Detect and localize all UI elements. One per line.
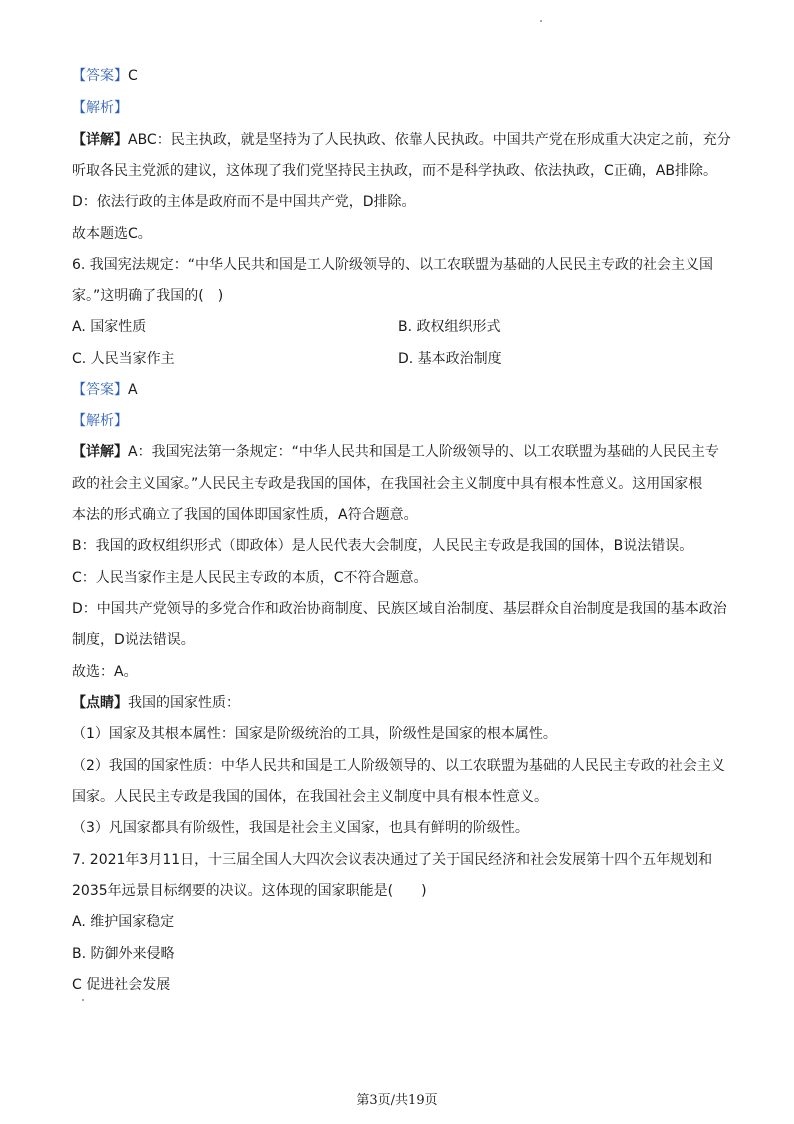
q6-analysis-label: 【解析】: [72, 413, 128, 429]
q5-analysis-label: 【解析】: [72, 100, 128, 116]
q7-stem-line-2: 2035年远景目标纲要的决议。这体现的国家职能是( ): [72, 883, 427, 899]
q6-detail-line-3: 本法的形式确立了我国的国体即国家性质，A符合题意。: [72, 507, 418, 523]
scan-speck: [82, 999, 84, 1001]
q6-option-a: A. 国家性质: [72, 319, 147, 335]
q6-tip-heading: [72, 693, 732, 713]
q6-detail-label: 【详解】: [72, 444, 128, 460]
q6-conclusion: 故选：A。: [72, 664, 138, 680]
q5-detail-line-3: D：依法行政的主体是政府而不是中国共产党，D排除。: [72, 194, 416, 210]
q7-option-b: B. 防御外来侵略: [72, 946, 175, 962]
q6-tip-title: 我国的国家性质：: [128, 695, 240, 711]
q6-detail-line-1: [72, 442, 732, 462]
q6-detail-line-6: D：中国共产党领导的多党合作和政治协商制度、民族区域自治制度、基层群众自治制度是我国的基本政治: [72, 601, 727, 617]
q5-conclusion: 故本题选C。: [72, 226, 152, 242]
q6-tip-line-2: （2）我国的国家性质：中华人民共和国是工人阶级领导的、以工农联盟为基础的人民民主专政的社会主义: [72, 758, 725, 774]
q6-answer-value: A: [128, 382, 138, 398]
q5-detail-line-2: 听取各民主党派的建议，这体现了我们党坚持民主执政，而不是科学执政、依法执政，C正确，AB排除。: [72, 163, 717, 179]
q6-tip-label: 【点睛】: [72, 695, 128, 711]
q5-detail-text-1: ABC：民主执政，就是坚持为了人民执政、依靠人民执政。中国共产党在形成重大决定之前，充分: [128, 132, 731, 148]
q7-option-c: C 促进社会发展: [72, 977, 171, 993]
q6-detail-line-5: C：人民当家作主是人民民主专政的本质，C不符合题意。: [72, 570, 428, 586]
q6-stem-line-2: 家。”这明确了我国的( ): [72, 288, 224, 304]
q6-detail-line-4: B：我国的政权组织形式（即政体）是人民代表大会制度，人民民主专政是我国的国体，B说法错误。: [72, 538, 694, 554]
q5-answer-line: [72, 66, 732, 86]
q6-analysis-line: [72, 411, 732, 431]
q7-stem-line-1: 7. 2021年3月11日，十三届全国人大四次会议表决通过了关于国民经济和社会发展第十四个五年规划和: [72, 852, 713, 868]
q5-analysis-line: [72, 98, 732, 118]
q7-option-a: A. 维护国家稳定: [72, 914, 175, 930]
scan-speck: [540, 20, 542, 22]
q6-option-c: C. 人民当家作主: [72, 351, 175, 367]
q5-detail-label: 【详解】: [72, 132, 128, 148]
page-number-footer: 第3页/共19页: [356, 1093, 438, 1108]
q6-detail-text-1: A：我国宪法第一条规定：“中华人民共和国是工人阶级领导的、以工农联盟为基础的人民民主专: [128, 444, 719, 460]
q5-answer-value: C: [128, 68, 138, 84]
q6-option-b: B. 政权组织形式: [398, 319, 501, 335]
q5-answer-label: 【答案】: [72, 68, 128, 84]
q6-answer-label: 【答案】: [72, 382, 128, 398]
q6-tip-line-4: （3）凡国家都具有阶级性，我国是社会主义国家，也具有鲜明的阶级性。: [72, 820, 529, 836]
q6-tip-line-1: （1）国家及其根本属性：国家是阶级统治的工具，阶级性是国家的根本属性。: [72, 726, 557, 742]
q6-detail-line-7: 制度，D说法错误。: [72, 632, 195, 648]
q6-stem-line-1: 6. 我国宪法规定：“中华人民共和国是工人阶级领导的、以工农联盟为基础的人民民主专政的社会主义国: [72, 257, 714, 273]
q5-detail-line-1: [72, 130, 732, 150]
q6-answer-line: [72, 380, 732, 400]
q6-option-d: D. 基本政治制度: [398, 351, 502, 367]
q6-detail-line-2: 政的社会主义国家。”人民民主专政是我国的国体，在我国社会主义制度中具有根本性意义。这用国家根: [72, 476, 703, 492]
q6-tip-line-3: 国家。人民民主专政是我国的国体，在我国社会主义制度中具有根本性意义。: [72, 789, 548, 805]
